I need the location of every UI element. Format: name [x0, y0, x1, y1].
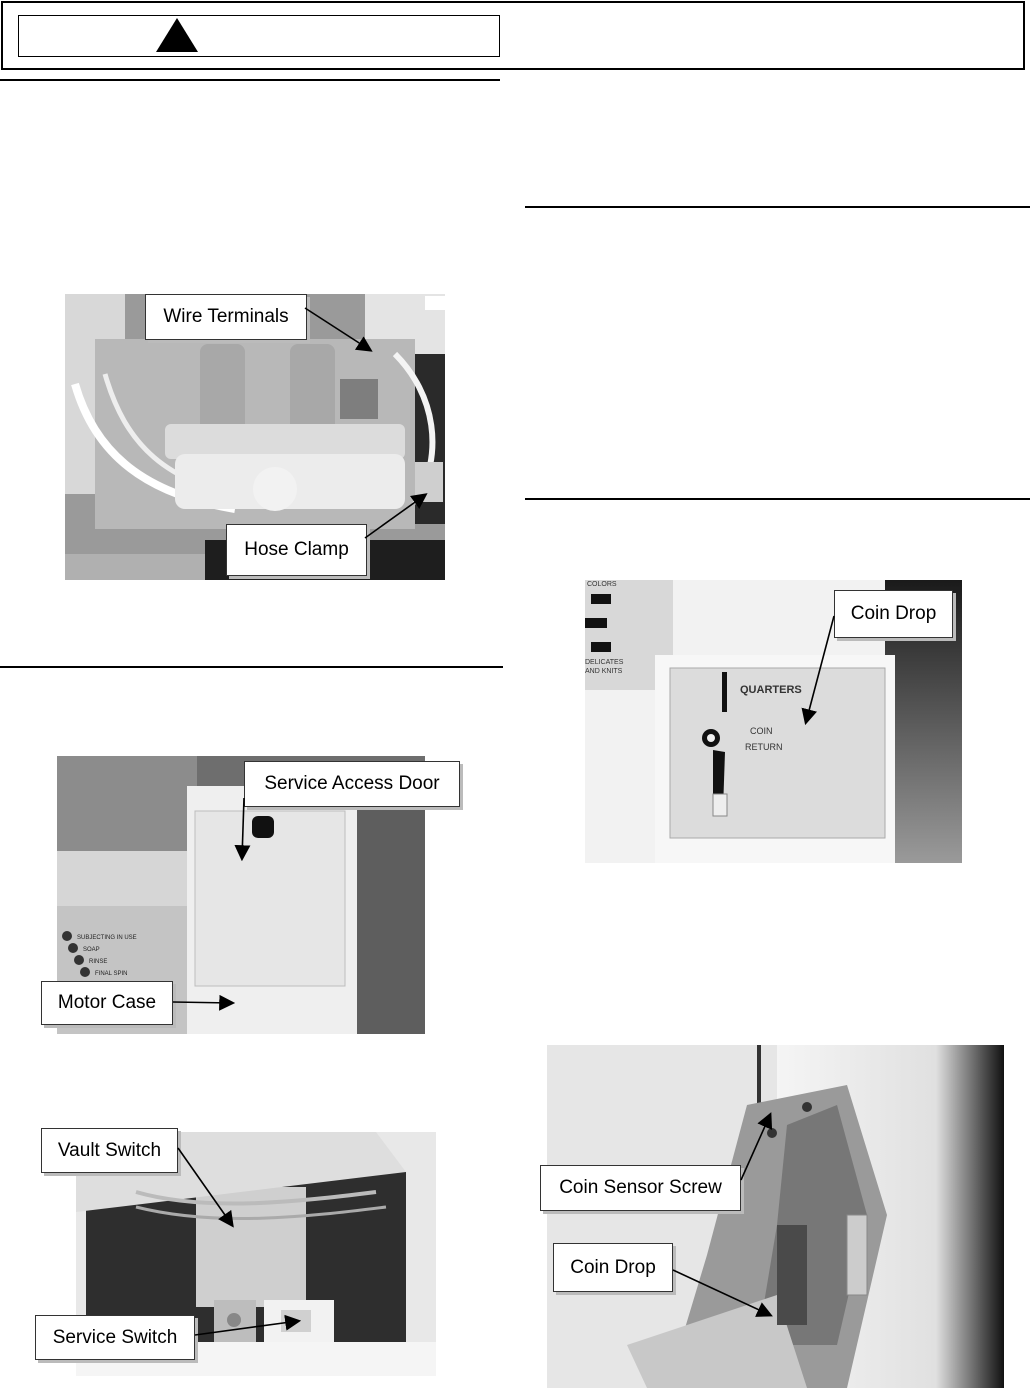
- printed-text: RETURN: [745, 742, 783, 752]
- panel-text: FINAL SPIN: [95, 971, 128, 977]
- printed-text: QUARTERS: [740, 684, 802, 696]
- panel-text: SOAP: [83, 947, 100, 953]
- callout-label: Hose Clamp: [244, 539, 349, 560]
- callout-label: Coin Drop: [570, 1256, 656, 1278]
- service-access-door-arrow: [242, 798, 244, 858]
- motor-case-arrow: [173, 1002, 232, 1003]
- callout-label: Service Switch: [52, 1326, 178, 1348]
- coin-drop-arrow: [806, 616, 834, 722]
- printed-text: DELICATES: [585, 659, 624, 666]
- wire-terminals-arrow: [305, 308, 370, 350]
- callout-label: Service Access Door: [264, 773, 440, 794]
- printed-text: AND KNITS: [585, 668, 623, 675]
- panel-text: SUBJECTING IN USE: [77, 935, 137, 941]
- printed-text: COLORS: [587, 581, 617, 588]
- service-switch-arrow: [195, 1321, 298, 1335]
- hose-clamp-arrow: [365, 495, 425, 538]
- callout-label: Motor Case: [57, 992, 157, 1013]
- vault-switch-arrow: [178, 1148, 232, 1225]
- printed-text: COIN: [750, 726, 773, 736]
- coin-sensor-screw-arrow: [741, 1115, 770, 1180]
- callout-label: Coin Drop: [850, 603, 937, 624]
- callout-label: Vault Switch: [57, 1139, 162, 1161]
- callout-label: Coin Sensor Screw: [559, 1177, 722, 1198]
- callout-label: Wire Terminals: [163, 306, 289, 327]
- coin-drop-arrow-2: [673, 1270, 770, 1315]
- panel-text: RINSE: [89, 959, 108, 965]
